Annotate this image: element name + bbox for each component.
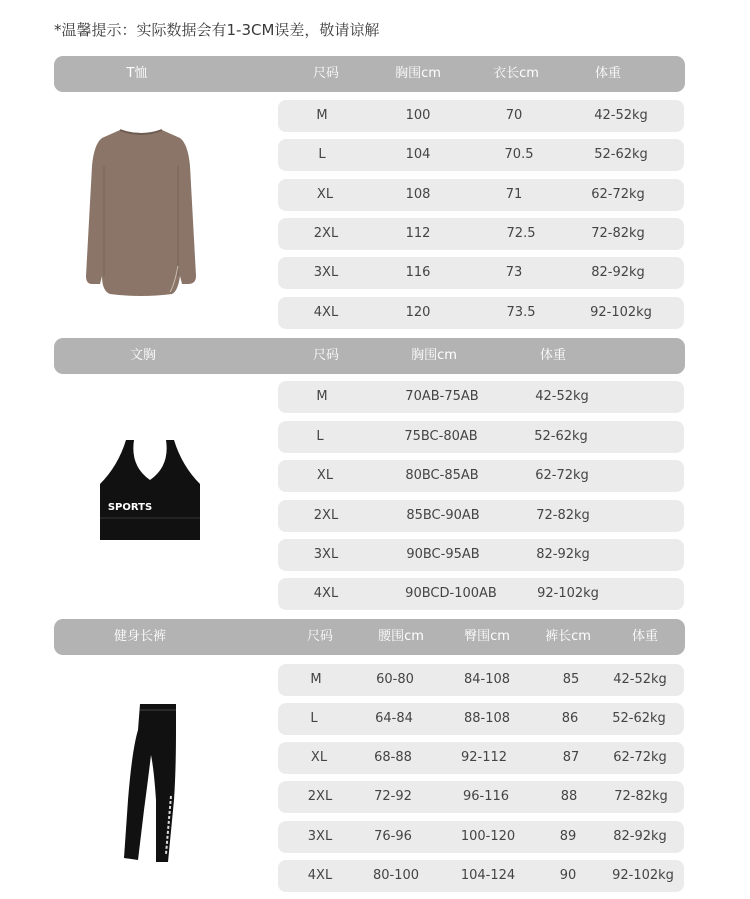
long-sleeve-tshirt-icon (82, 126, 200, 298)
tshirt-header (54, 56, 685, 92)
sports-bra-icon (96, 436, 204, 542)
col-weight: 体重 (594, 66, 622, 81)
cell-size: M (316, 389, 328, 404)
cell-weight: 72-82kg (536, 508, 590, 523)
bra-header (54, 338, 685, 374)
cell-bust: 108 (405, 187, 431, 202)
cell-bust: 90BC-95AB (406, 547, 480, 562)
cell-hip: 92-112 (460, 750, 508, 765)
cell-pants-length: 88 (560, 789, 578, 804)
cell-size: L (310, 711, 318, 726)
cell-weight: 92-102kg (612, 868, 674, 883)
table-row (278, 381, 684, 413)
cell-pants-length: 87 (562, 750, 580, 765)
cell-size: 3XL (313, 265, 339, 280)
table-row (278, 179, 684, 211)
cell-weight: 62-72kg (535, 468, 589, 483)
cell-waist: 72-92 (374, 789, 412, 804)
table-row (278, 421, 684, 453)
cell-pants-length: 90 (559, 868, 577, 883)
cell-weight: 42-52kg (594, 108, 648, 123)
table-row (278, 297, 684, 329)
cell-weight: 82-92kg (613, 829, 667, 844)
tshirt-title: T恤 (126, 66, 148, 81)
cell-bust: 100 (405, 108, 431, 123)
notice-text: *温馨提示：实际数据会有1-3CM误差，敬请谅解 (54, 21, 380, 39)
col-length: 衣长cm (493, 66, 539, 81)
cell-hip: 96-116 (462, 789, 510, 804)
cell-weight: 62-72kg (613, 750, 667, 765)
cell-bust: 104 (405, 147, 431, 162)
cell-waist: 60-80 (376, 672, 414, 687)
cell-weight: 42-52kg (535, 389, 589, 404)
col-weight: 体重 (631, 629, 659, 644)
cell-length: 73 (505, 265, 523, 280)
col-pants-length: 裤长cm (545, 629, 591, 644)
cell-weight: 62-72kg (591, 187, 645, 202)
table-row (278, 703, 684, 735)
cell-size: 4XL (307, 868, 333, 883)
cell-hip: 100-120 (460, 829, 516, 844)
col-size: 尺码 (312, 348, 340, 363)
cell-hip: 104-124 (460, 868, 516, 883)
cell-size: 4XL (313, 586, 339, 601)
cell-bust: 75BC-80AB (404, 429, 478, 444)
cell-weight: 92-102kg (537, 586, 599, 601)
table-row (278, 821, 684, 853)
cell-size: XL (316, 187, 334, 202)
table-row (278, 100, 684, 132)
cell-length: 73.5 (506, 305, 536, 320)
pants-title: 健身长裤 (113, 629, 167, 644)
table-row (278, 781, 684, 813)
table-row (278, 539, 684, 571)
cell-waist: 64-84 (375, 711, 413, 726)
cell-length: 70.5 (504, 147, 534, 162)
cell-pants-length: 86 (561, 711, 579, 726)
cell-size: 2XL (307, 789, 333, 804)
table-row (278, 460, 684, 492)
cell-pants-length: 89 (559, 829, 577, 844)
cell-waist: 76-96 (374, 829, 412, 844)
cell-size: L (318, 147, 326, 162)
cell-size: 4XL (313, 305, 339, 320)
table-row (278, 664, 684, 696)
cell-size: 2XL (313, 508, 339, 523)
cell-size: XL (316, 468, 334, 483)
cell-bust: 80BC-85AB (405, 468, 479, 483)
table-row (278, 218, 684, 250)
col-bust: 胸围cm (411, 348, 457, 363)
cell-length: 71 (505, 187, 523, 202)
cell-weight: 72-82kg (614, 789, 668, 804)
cell-weight: 52-62kg (612, 711, 666, 726)
cell-waist: 68-88 (374, 750, 412, 765)
cell-waist: 80-100 (372, 868, 420, 883)
cell-weight: 82-92kg (591, 265, 645, 280)
cell-hip: 88-108 (463, 711, 511, 726)
cell-length: 72.5 (506, 226, 536, 241)
cell-length: 70 (505, 108, 523, 123)
cell-hip: 84-108 (463, 672, 511, 687)
cell-bust: 116 (405, 265, 431, 280)
pants-header (54, 619, 685, 655)
col-waist: 腰围cm (378, 629, 424, 644)
cell-size: M (316, 108, 328, 123)
cell-weight: 92-102kg (590, 305, 652, 320)
cell-weight: 72-82kg (591, 226, 645, 241)
table-row (278, 860, 684, 892)
col-weight: 体重 (539, 348, 567, 363)
cell-weight: 52-62kg (594, 147, 648, 162)
cell-bust: 112 (405, 226, 431, 241)
cell-bust: 90BCD-100AB (405, 586, 497, 601)
cell-weight: 42-52kg (613, 672, 667, 687)
col-hip: 臀围cm (464, 629, 510, 644)
cell-size: 2XL (313, 226, 339, 241)
cell-size: XL (310, 750, 328, 765)
cell-bust: 70AB-75AB (405, 389, 479, 404)
bra-logo-text: SPORTS (107, 502, 153, 513)
cell-size: M (310, 672, 322, 687)
table-row (278, 139, 684, 171)
cell-size: 3XL (307, 829, 333, 844)
table-row (278, 578, 684, 610)
cell-size: 3XL (313, 547, 339, 562)
cell-weight: 82-92kg (536, 547, 590, 562)
leggings-icon (118, 700, 182, 868)
col-bust: 胸围cm (395, 66, 441, 81)
table-row (278, 742, 684, 774)
col-size: 尺码 (306, 629, 334, 644)
cell-bust: 120 (405, 305, 431, 320)
table-row (278, 257, 684, 289)
col-size: 尺码 (312, 66, 340, 81)
table-row (278, 500, 684, 532)
cell-pants-length: 85 (562, 672, 580, 687)
cell-size: L (316, 429, 324, 444)
cell-weight: 52-62kg (534, 429, 588, 444)
cell-bust: 85BC-90AB (406, 508, 480, 523)
bra-title: 文胸 (129, 348, 157, 363)
